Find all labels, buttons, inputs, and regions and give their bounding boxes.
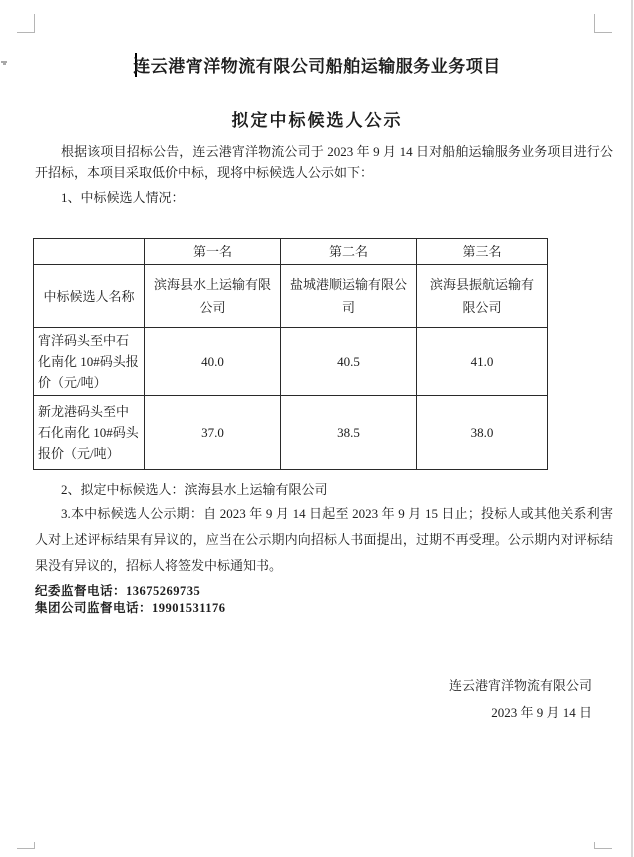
list-item-3: 3.本中标候选人公示期：自 2023 年 9 月 14 日起至 2023 年 9 月 15 日止；投标人或其他关系利害人对上述评标结果有异议的，应当在公示期内向招标人书面提出，过期不再受理。公示期内对评标结果没有异议的，招标人将签发中标通知书。 [35,506,613,573]
document-title: 连云港宵洋物流有限公司船舶运输服务业务项目 [133,57,501,76]
price-cell: 38.0 [417,396,548,470]
signature-block [35,679,592,720]
price-cell: 40.0 [145,328,281,396]
price-cell: 40.5 [281,328,417,396]
signature-company: 连云港宵洋物流有限公司 [448,678,592,693]
text-boundary-corner-top-left [17,14,35,33]
list-item-2: 2、拟定中标候选人：滨海县水上运输有限公司 [61,482,328,497]
intro-paragraph: 根据该项目招标公告，连云港宵洋物流公司于 2023 年 9 月 14 日对船舶运输服务业务项目进行公开招标，本项目采取低价中标，现将中标候选人公示如下： [35,144,613,180]
candidate-1-name: 滨海县水上运输有限公司 [145,265,281,328]
table-header-second: 第二名 [281,239,417,265]
price-cell: 38.5 [281,396,417,470]
discipline-supervision-phone: 纪委监督电话：13675269735 [35,584,201,598]
row-label-candidate-name: 中标候选人名称 [34,265,145,328]
text-boundary-corner-top-right [594,14,612,33]
table-header-first: 第一名 [145,239,281,265]
bid-candidates-table [33,238,548,470]
row-label-price-xiaoyang: 宵洋码头至中石化南化 10#码头报价（元/吨） [34,328,145,396]
table-header-row [34,239,548,265]
table-row [34,396,548,470]
document-subtitle: 拟定中标候选人公示 [231,111,403,130]
text-boundary-corner-bottom-right [594,842,612,849]
table-row [34,265,548,328]
price-cell: 41.0 [417,328,548,396]
price-cell: 37.0 [145,396,281,470]
table-header-third: 第三名 [417,239,548,265]
candidate-3-name: 滨海县振航运输有限公司 [417,265,548,328]
candidate-2-name: 盐城港顺运输有限公司 [281,265,417,328]
row-label-price-xinlonggang: 新龙港码头至中石化南化 10#码头报价（元/吨） [34,396,145,470]
table-header-empty [34,239,145,265]
table-row [34,328,548,396]
signature-date: 2023 年 9 月 14 日 [491,705,592,720]
group-supervision-phone: 集团公司监督电话：19901531176 [35,601,226,615]
text-boundary-corner-bottom-left [17,842,35,849]
list-item-1: 1、中标候选人情况： [61,190,185,205]
